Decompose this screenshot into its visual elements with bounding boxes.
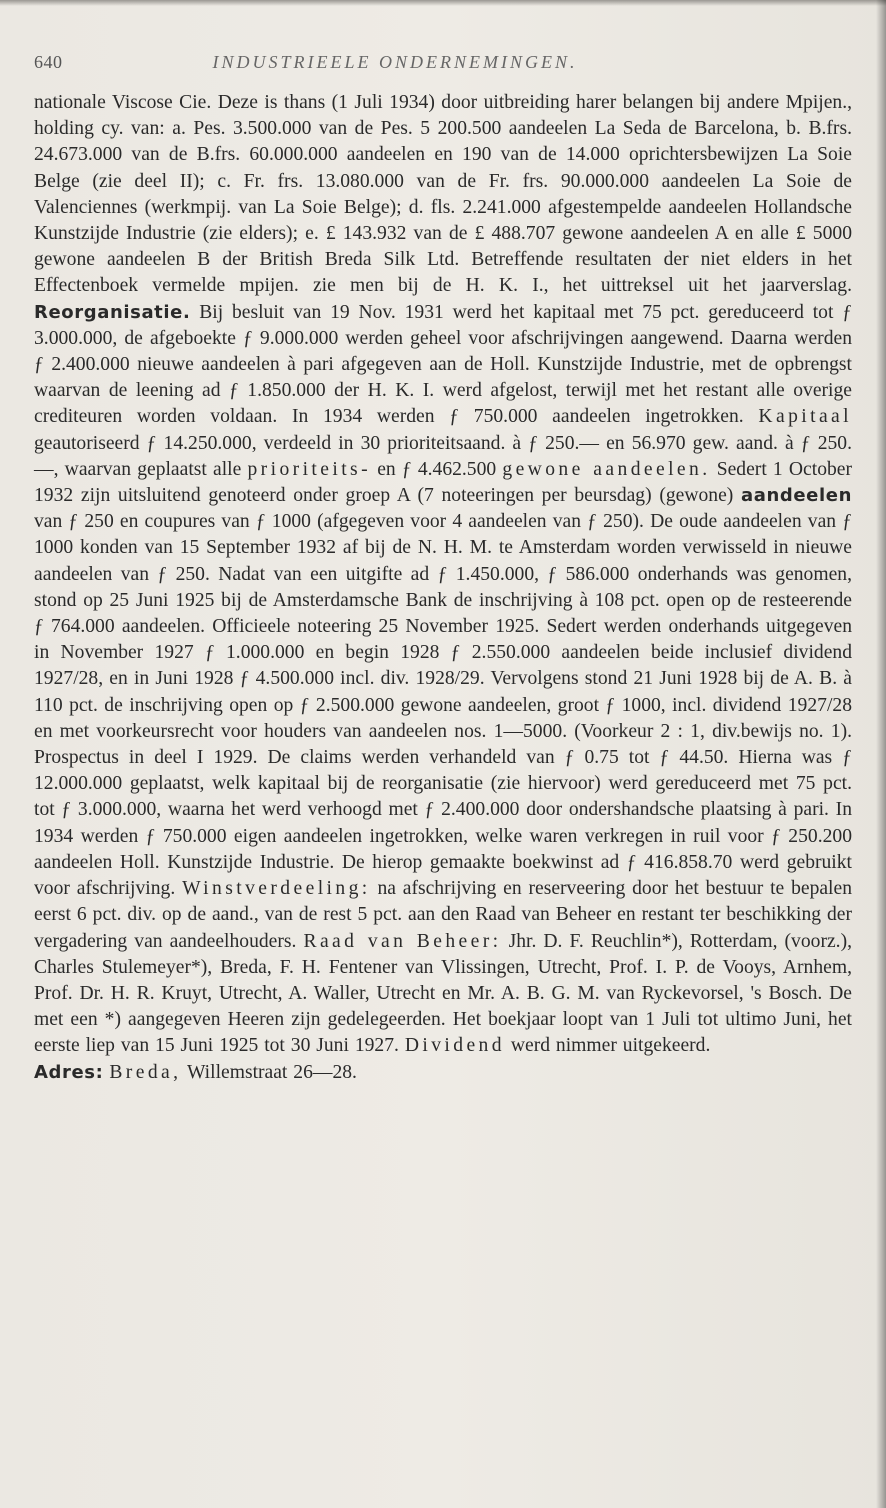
listing-text: Sedert 1 October 1932 zijn uitsluitend genoteerd onder groep A (7 noteeringen per beursdag) (gewone) [34,458,853,507]
page-number: 640 [34,52,63,72]
heading-dividend: Dividend [404,1035,505,1057]
page-header [34,52,852,76]
address-street: Willemstraat 26—28. [186,1061,357,1083]
profit-distribution-text: na afschrijving en reserveering door het bestuur te bepalen eerst 6 pct. div. op de aand., van de rest 5 pct. aan den Raad van Beheer en restant ter beschikking der vergadering van aandeelhouders. [34,878,852,952]
heading-reorganisatie: Reorganisatie. [34,301,191,323]
board-text: Jhr. D. F. Reuchlin*), Rotterdam, (voorz.), Charles Stulemeyer*), Breda, F. H. Fentener van Vlissingen, Utrecht, Prof. I. P. de Vooys, Arnhem, Prof. Dr. H. R. Kruyt, Utrecht, A. Waller, Utrecht en Mr. A. B. G. M. van Ryckevorsel, 's Bosch. De met een *) aangegeven Heeren zijn gedelegeerden. Het boekjaar loopt van 1 Juli tot ultimo Juni, het eerste liep van 15 Juni 1925 tot 30 Juni 1927. [34,930,852,1057]
reorganisation-text: Bij besluit van 19 Nov. 1931 werd het kapitaal met 75 pct. gereduceerd tot ƒ 3.000.000, de afgeboekte ƒ 9.000.000 werden geheel voor afschrijvingen aangewend. Daarna werden ƒ 2.400.000 nieuwe aandeelen à pari afgegeven aan de Holl. Kunstzijde Industrie, met de opbrengst waarvan de leening ad ƒ 1.850.000 der H. K. I. werd afgelost, terwijl met het restant alle overige crediteuren worden voldaan. In 1934 werden ƒ 750.000 aandeelen ingetrokken. [34,301,852,428]
heading-winstverdeeling: Winstverdeeling: [182,878,371,900]
capital-text-2: en ƒ 4.462.500 [377,458,497,480]
holding-paragraph: nationale Viscose Cie. Deze is thans (1 Juli 1934) door uitbreiding harer belangen bij andere Mpijen., holding cy. van: a. Pes. 3.500.000 van de Pes. 5 200.500 aandeelen La Seda de Barcelona, b. B.frs. 24.673.000 van de B.frs. 60.000.000 aandeelen en 190 van de 14.000 oprichtersbewijzen La Soie Belge (zie deel II); c. Fr. frs. 13.080.000 van de Fr. frs. 90.000.000 aandeelen La Soie de Valenciennes (werkmpij. van La Soie Belge); d. fls. 2.241.000 afgestempelde aandeelen Hollandsche Kunstzijde Industrie (zie elders); e. £ 143.932 van de £ 488.707 gewone aandeelen A en alle £ 5000 gewone aandeelen B der British Breda Silk Ltd. Betreffende resultaten der niet elders in het Effectenboek vermelde mpijen. zie men bij de H. K. I., het uittreksel uit het jaarverslag. [34,92,852,297]
address-city: Breda, [109,1061,182,1083]
heading-adres: Adres: [34,1061,104,1083]
company-entry-text [34,90,852,1086]
scan-page-edge [876,0,886,1508]
capital-text: geautoriseerd ƒ 14.250.000, verdeeld in 30 prioriteitsaand. à ƒ 250.— en 56.970 gew. aand. à ƒ 250.—, waarvan geplaatst alle [34,432,852,480]
heading-aandeelen: aandeelen [740,485,852,507]
running-title: INDUSTRIEELE ONDERNEMINGEN. [212,52,578,72]
term-prioriteits: prioriteits- [247,458,371,480]
heading-kapitaal: Kapitaal [758,406,852,428]
dividend-text: werd nimmer uitgekeerd. [510,1035,711,1057]
scan-top-shadow [0,0,886,6]
shares-history-text: van ƒ 250 en coupures van ƒ 1000 (afgegeven voor 4 aandeelen van ƒ 250). De oude aandeelen van ƒ 1000 konden van 15 September 1932 af bij de N. H. M. te Amsterdam worden verwisseld in nieuwe aandeelen van ƒ 250. Nadat van een uitgifte ad ƒ 1.450.000, ƒ 586.000 onderhands was genomen, stond op 25 Juni 1925 bij de Amsterdamsche Bank de inschrijving à 108 pct. open op de resteerende ƒ 764.000 aandeelen. Officieele noteering 25 November 1925. Sedert werden onderhands uitgegeven in November 1927 ƒ 1.000.000 en begin 1928 ƒ 2.550.000 aandeelen beide inclusief dividend 1927/28, en in Juni 1928 ƒ 4.500.000 incl. div. 1928/29. Vervolgens stond 21 Juni 1928 bij de A. B. à 110 pct. de inschrijving open op ƒ 2.500.000 gewone aandeelen, groot ƒ 1000, incl. dividend 1927/28 en met voorkeursrecht voor houders van aandeelen nos. 1—5000. (Voorkeur 2 : 1, div.bewijs no. 1). Prospectus in deel I 1929. De claims werden verhandeld van ƒ 0.75 tot ƒ 44.50. Hierna was ƒ 12.000.000 geplaatst, welk kapitaal bij de reorganisatie (zie hiervoor) werd gereduceerd met 75 pct. tot ƒ 3.000.000, waarna het werd verhoogd met ƒ 2.400.000 door ondershandsche plaatsing à pari. In 1934 werden ƒ 750.000 eigen aandeelen ingetrokken, welke waren verkregen in ruil voor ƒ 250.200 aandeelen Holl. Kunstzijde Industrie. De hierop gemaakte boekwinst ad ƒ 416.858.70 werd gebruikt voor afschrijving. [34,511,852,900]
term-gewone-aandeelen: gewone aandeelen. [502,458,711,480]
heading-raad-van-beheer: Raad van Beheer: [303,930,502,952]
